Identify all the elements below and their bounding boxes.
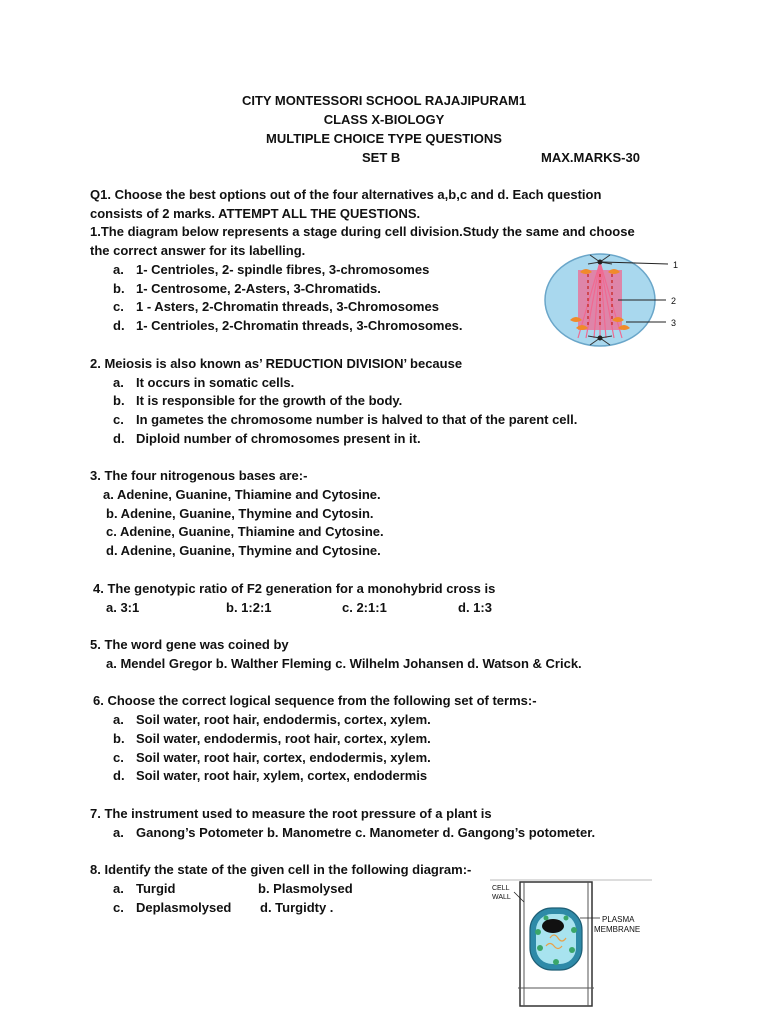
- figure-label-3: 3: [671, 318, 677, 328]
- q1-option-d: d. 1- Centrioles, 2-Chromatin threads, 3-Chromosomes.: [113, 318, 463, 333]
- figure-label-1: 1: [673, 260, 679, 270]
- q7-text: 7. The instrument used to measure the root pressure of a plant is: [90, 806, 492, 821]
- instructions-line-1: Q1. Choose the best options out of the four alternatives a,b,c and d. Each question: [90, 187, 602, 202]
- q2-option-b: b. It is responsible for the growth of the body.: [113, 393, 403, 408]
- cell-division-diagram: [540, 250, 690, 350]
- q6-option-a: a. Soil water, root hair, endodermis, cortex, xylem.: [113, 712, 431, 727]
- q6-option-c: c. Soil water, root hair, cortex, endodermis, xylem.: [113, 750, 431, 765]
- q4-option-c: c. 2:1:1: [342, 600, 387, 615]
- q1-text-line-1: 1.The diagram below represents a stage during cell division.Study the same and choose: [90, 224, 635, 239]
- question-type: MULTIPLE CHOICE TYPE QUESTIONS: [266, 131, 502, 146]
- q3-option-a: a. Adenine, Guanine, Thiamine and Cytosine.: [103, 487, 381, 502]
- instructions-line-2: consists of 2 marks. ATTEMPT ALL THE QUESTIONS.: [90, 206, 421, 221]
- q4-text: 4. The genotypic ratio of F2 generation for a monohybrid cross is: [93, 581, 496, 596]
- q4-option-b: b. 1:2:1: [226, 600, 272, 615]
- q1-text-line-2: the correct answer for its labelling.: [90, 243, 306, 258]
- q4-option-d: d. 1:3: [458, 600, 492, 615]
- q1-option-b: b. 1- Centrosome, 2-Asters, 3-Chromatids.: [113, 281, 381, 296]
- q1-option-c: c. 1 - Asters, 2-Chromatin threads, 3-Chromosomes: [113, 299, 439, 314]
- q3-option-c: c. Adenine, Guanine, Thiamine and Cytosine.: [106, 524, 384, 539]
- q2-option-c: c. In gametes the chromosome number is halved to that of the parent cell.: [113, 412, 578, 427]
- q8-option-b: b. Plasmolysed: [258, 881, 353, 896]
- figure-label-2: 2: [671, 296, 677, 306]
- plant-cell-diagram: [490, 878, 652, 1008]
- q2-text: 2. Meiosis is also known as’ REDUCTION DIVISION’ because: [90, 356, 463, 371]
- max-marks: MAX.MARKS-30: [541, 150, 640, 165]
- cell-wall-label-line-2: WALL: [492, 894, 511, 901]
- q7-options: a. Ganong’s Potometer b. Manometre c. Manometer d. Gangong’s potometer.: [113, 825, 596, 840]
- class-title: CLASS X-BIOLOGY: [323, 112, 445, 127]
- q5-text: 5. The word gene was coined by: [90, 637, 289, 652]
- q8-option-c: c. Deplasmolysed: [113, 900, 232, 915]
- school-name: CITY MONTESSORI SCHOOL RAJAJIPURAM1: [241, 93, 527, 108]
- cell-wall-label-line-1: CELL: [492, 885, 510, 892]
- q3-option-d: d. Adenine, Guanine, Thymine and Cytosine.: [106, 543, 381, 558]
- q6-option-b: b. Soil water, endodermis, root hair, cortex, xylem.: [113, 731, 431, 746]
- set-label: SET B: [362, 150, 401, 165]
- q6-text: 6. Choose the correct logical sequence from the following set of terms:-: [93, 693, 537, 708]
- q3-text: 3. The four nitrogenous bases are:-: [90, 468, 308, 483]
- q6-option-d: d. Soil water, root hair, xylem, cortex, endodermis: [113, 768, 428, 783]
- q2-option-a: a. It occurs in somatic cells.: [113, 375, 295, 390]
- plasma-label-line-1: PLASMA: [602, 915, 635, 924]
- q1-option-a: a. 1- Centrioles, 2- spindle fibres, 3-chromosomes: [113, 262, 430, 277]
- q4-option-a: a. 3:1: [106, 600, 140, 615]
- q8-text: 8. Identify the state of the given cell in the following diagram:-: [90, 862, 472, 877]
- q2-option-d: d. Diploid number of chromosomes present in it.: [113, 431, 421, 446]
- q5-options: a. Mendel Gregor b. Walther Fleming c. Wilhelm Johansen d. Watson & Crick.: [106, 656, 582, 671]
- q8-option-d: d. Turgidty .: [260, 900, 334, 915]
- q3-option-b: b. Adenine, Guanine, Thymine and Cytosin.: [106, 506, 374, 521]
- plasma-label-line-2: MEMBRANE: [594, 925, 641, 934]
- q8-option-a: a. Turgid: [113, 881, 176, 896]
